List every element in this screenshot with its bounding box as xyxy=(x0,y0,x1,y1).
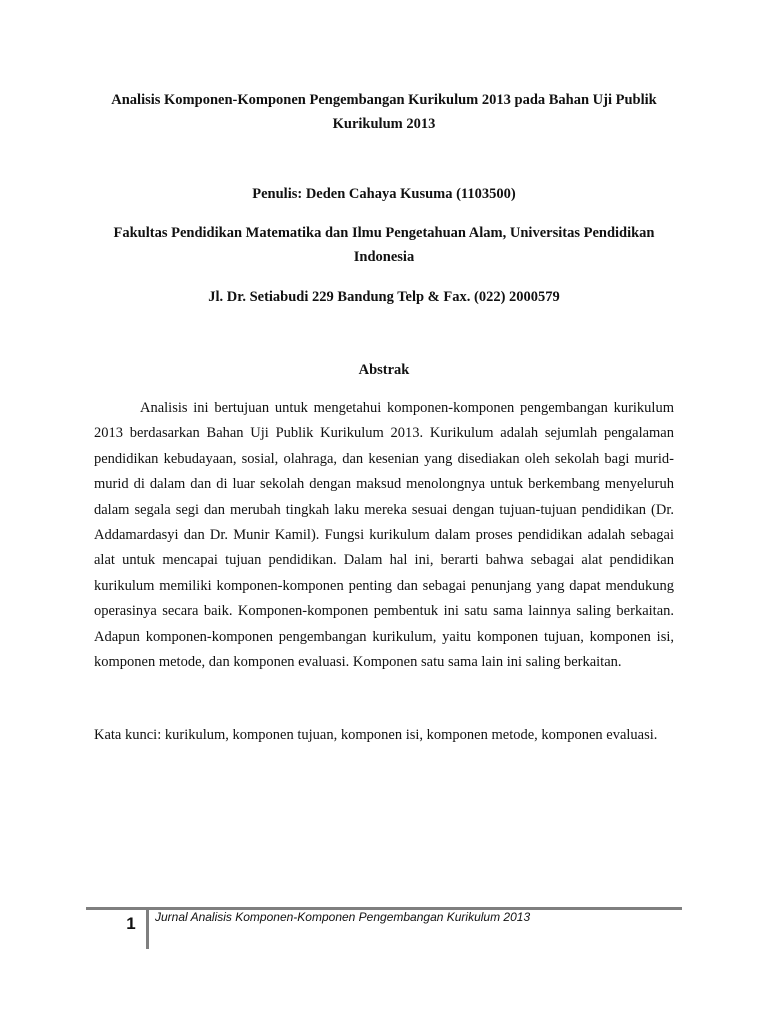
address-line: Jl. Dr. Setiabudi 229 Bandung Telp & Fax. (022) 2000579 xyxy=(208,289,560,305)
author-line: Penulis: Deden Cahaya Kusuma (1103500) xyxy=(252,186,516,202)
footer-vertical-divider xyxy=(146,909,149,949)
abstract-body: Analisis ini bertujuan untuk mengetahui komponen-komponen pengembangan kurikulum 2013 berdasarkan Bahan Uji Publik Kurikulum 2013. Kurikulum adalah sejumlah pengalaman pendidikan kebudayaan, sosial, olahraga, dan kesenian yang disediakan oleh sekolah bagi murid-murid di dalam dan di luar sekolah dengan maksud menolongnya untuk berkembang menyeluruh dalam segala segi dan merubah tingkah laku mereka sesuai dengan tujuan-tujuan pendidikan (Dr. Addamardasyi dan Dr. Munir Kamil). Fungsi kurikulum dalam proses pendidikan adalah sebagai alat untuk mencapai tujuan pendidikan. Dalam hal ini, berarti bahwa sebagai alat pendidikan kurikulum memiliki komponen-komponen penting dan sebagai penunjang yang dapat mendukung operasinya secara baik. Komponen-komponen pembentuk ini satu sama lainnya saling berkaitan. Adapun komponen-komponen pengembangan kurikulum, yaitu komponen tujuan, komponen isi, komponen metode, dan komponen evaluasi. Komponen satu sama lain ini saling berkaitan. xyxy=(94,400,674,671)
affiliation-line: Fakultas Pendidikan Matematika dan Ilmu Pengetahuan Alam, Universitas Pendidikan Indonesia xyxy=(113,225,655,265)
abstract-heading: Abstrak xyxy=(358,362,410,378)
keywords-paragraph: Kata kunci: kurikulum, komponen tujuan, komponen isi, komponen metode, komponen evaluasi. xyxy=(94,727,658,743)
paper-title: Analisis Komponen-Komponen Pengembangan Kurikulum 2013 pada Bahan Uji Publik Kurikulum 2013 xyxy=(111,92,657,132)
page-number: 1 xyxy=(126,914,136,933)
footer-journal-title: Jurnal Analisis Komponen-Komponen Pengembangan Kurikulum 2013 xyxy=(155,910,531,924)
